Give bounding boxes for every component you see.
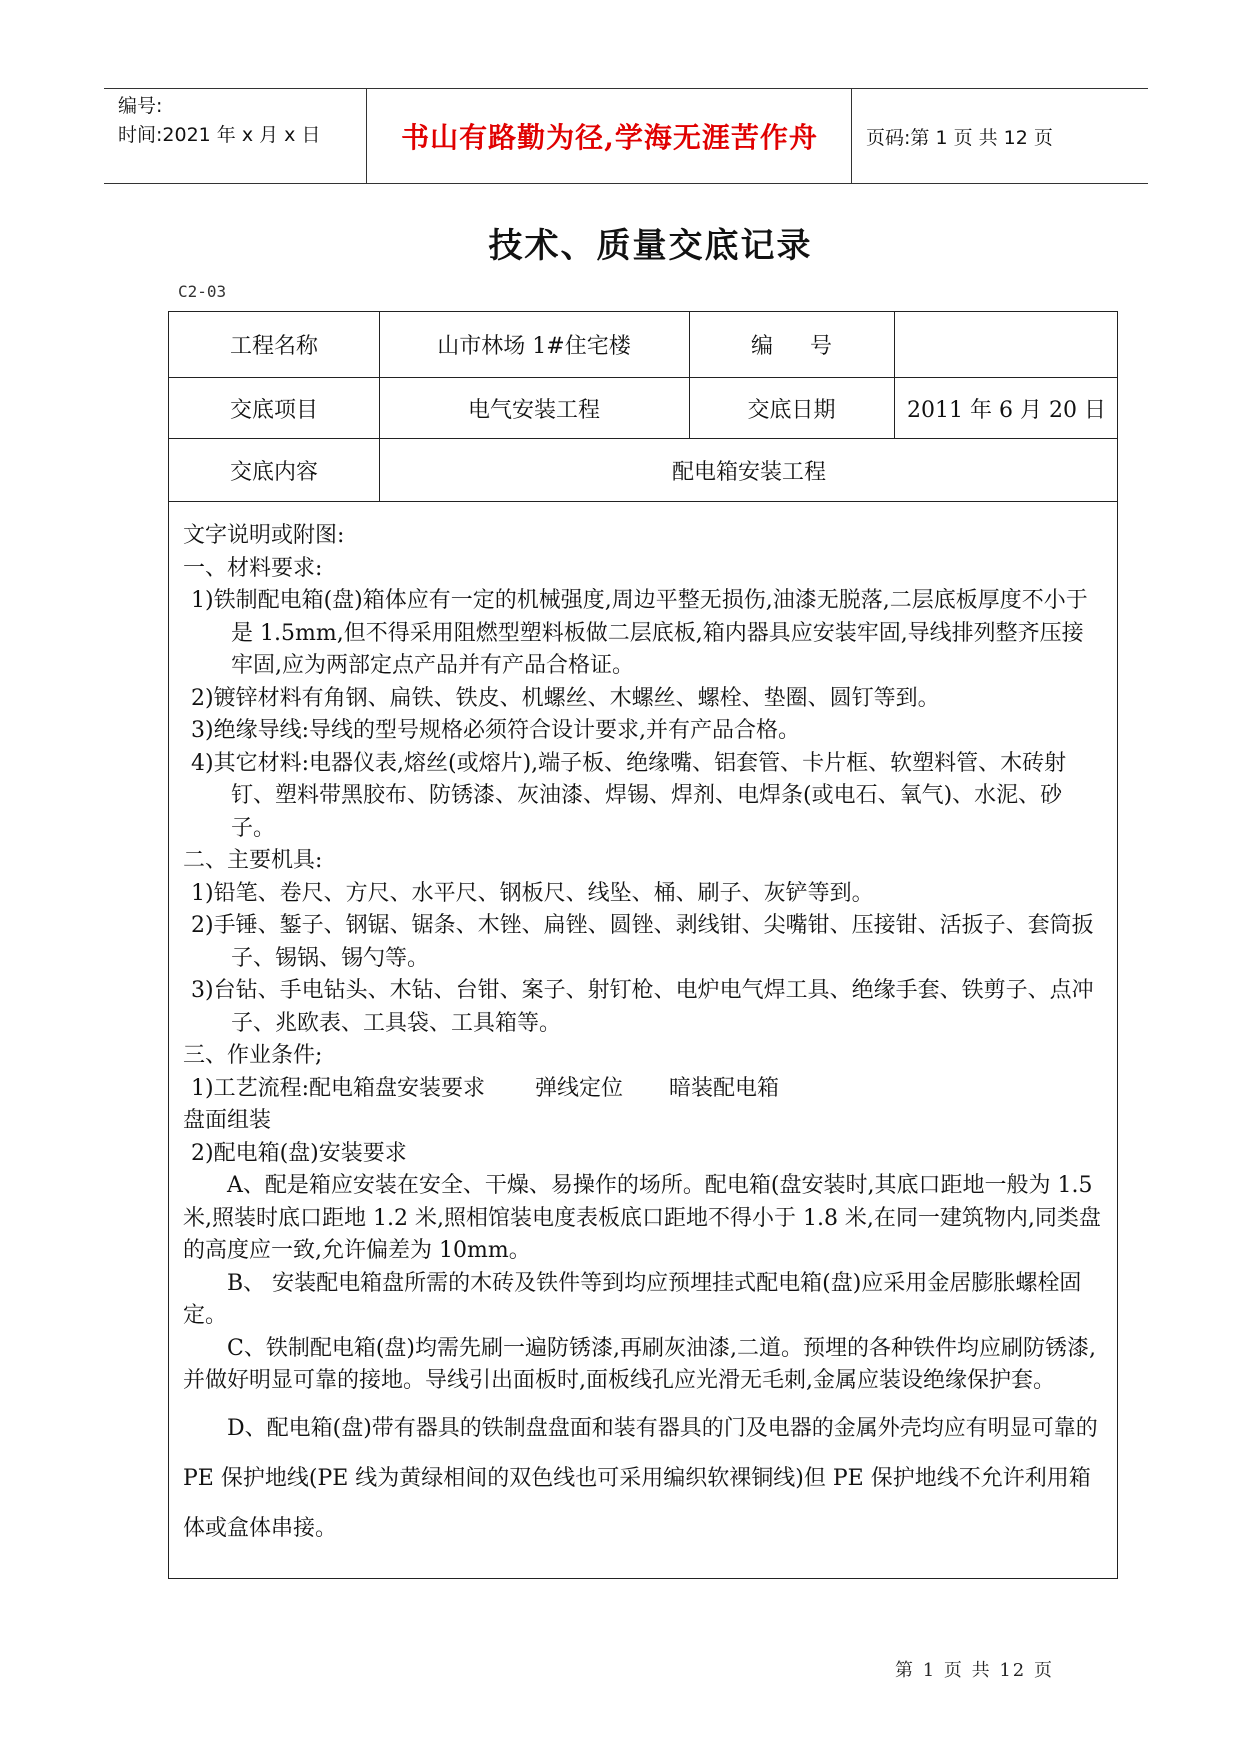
page-header	[104, 88, 1148, 184]
header-page-number: 页码:第 1 页 共 12 页	[866, 126, 1053, 149]
item-value: 电气安装工程	[467, 397, 600, 423]
requirements-title: 2)配电箱(盘)安装要求	[191, 1140, 407, 1166]
record-table	[168, 311, 1118, 1579]
list-item: 3)绝缘导线:导线的型号规格必须符合设计要求,并有产品合格。	[191, 718, 800, 743]
list-item: 1)铅笔、卷尺、方尺、水平尺、钢板尺、线坠、桶、刷子、灰铲等到。	[191, 880, 874, 906]
list-item: 1)铁制配电箱(盘)箱体应有一定的机械强度,周边平整无损伤,油漆无脱落,二层底板厚度不小于是 1.5mm,但不得采用阻燃型塑料板做二层底板,箱内器具应安装牢固,导线排列整齐压接牢固,应为两部定点产品并有产品合格证。	[191, 588, 1088, 678]
header-divider	[366, 89, 367, 183]
number-field-value	[894, 312, 1119, 377]
flow-step: 弹线定位	[535, 1075, 624, 1101]
time-label: 时间:2021 年 x 月 x 日	[118, 124, 321, 146]
date-value: 2011 年 6 月 20 日	[907, 397, 1106, 423]
page-footer: 第 1 页 共 12 页	[895, 1660, 1054, 1681]
content-value: 配电箱安装工程	[671, 459, 826, 485]
table-row	[169, 439, 1117, 502]
paragraph: B、 安装配电箱盘所需的木砖及铁件等到均应预埋挂式配电箱(盘)应采用金居膨胀螺栓固定。	[183, 1270, 1082, 1328]
project-name-label: 工程名称	[229, 334, 318, 359]
section-title: 一、材料要求:	[183, 555, 323, 581]
list-item: 4)其它材料:电器仪表,熔丝(或熔片),端子板、绝缘嘴、铝套管、卡片框、软塑料管、木砖射钉、塑料带黑胶布、防锈漆、灰油漆、焊锡、焊剂、电焊条(或电石、氧气)、水泥、砂子。	[191, 750, 1067, 841]
header-meta	[118, 89, 368, 183]
paragraph: A、配是箱应安装在安全、干燥、易操作的场所。配电箱(盘安装时,其底口距地一般为 1.5 米,照装时底口距地 1.2 米,照相馆装电度表板底口距地不得小于 1.8 米,在同一建筑物内,同类盘的高度应一致,允许偏差为 10mm。	[183, 1173, 1101, 1263]
list-item: 2)镀锌材料有角钢、扁铁、铁皮、机螺丝、木螺丝、螺栓、垫圈、圆钉等到。	[191, 685, 940, 711]
intro-text: 文字说明或附图:	[183, 523, 345, 548]
flow-step: 1)工艺流程:配电箱盘安装要求	[191, 1075, 485, 1101]
date-label: 交底日期	[747, 397, 836, 423]
project-name-value: 山市林场 1#住宅楼	[437, 334, 631, 359]
table-row	[169, 312, 1117, 378]
flow-step: 暗装配电箱	[669, 1075, 780, 1101]
flow-step: 盘面组装	[183, 1108, 272, 1133]
header-motto: 书山有路勤为径,学海无涯苦作舟	[401, 121, 818, 154]
paragraph: C、铁制配电箱(盘)均需先刷一遍防锈漆,再刷灰油漆,二道。预埋的各种铁件均应刷防锈漆,并做好明显可靠的接地。导线引出面板时,面板线孔应光滑无毛刺,金属应装设绝缘保护套。	[183, 1335, 1096, 1393]
process-flow	[183, 1073, 1105, 1106]
paragraph: D、配电箱(盘)带有器具的铁制盘盘面和装有器具的门及电器的金属外壳均应有明显可靠的 PE 保护地线(PE 线为黄绿相间的双色线也可采用编织软裸铜线)但 PE 保护地线不允许利用箱体或盒体串接。	[183, 1415, 1098, 1541]
number-label: 编号:	[118, 95, 163, 117]
section-title: 二、主要机具:	[183, 848, 323, 873]
table-row	[169, 378, 1117, 439]
header-divider	[851, 89, 852, 183]
list-item: 3)台钻、手电钻头、木钻、台钳、案子、射钉枪、电炉电气焊工具、绝缘手套、铁剪子、点冲子、兆欧表、工具袋、工具箱等。	[191, 978, 1094, 1036]
section-title: 三、作业条件;	[183, 1043, 323, 1068]
number-field-label: 编 号	[751, 334, 832, 359]
form-code: C2-03	[178, 282, 227, 301]
item-label: 交底项目	[229, 397, 318, 423]
content-body	[183, 520, 1105, 1554]
content-label: 交底内容	[229, 459, 318, 485]
list-item: 2)手锤、錾子、钢锯、锯条、木锉、扁锉、圆锉、剥线钳、尖嘴钳、压接钳、活扳子、套筒扳子、锡锅、锡勺等。	[191, 913, 1094, 971]
document-title: 技术、质量交底记录	[488, 226, 813, 266]
